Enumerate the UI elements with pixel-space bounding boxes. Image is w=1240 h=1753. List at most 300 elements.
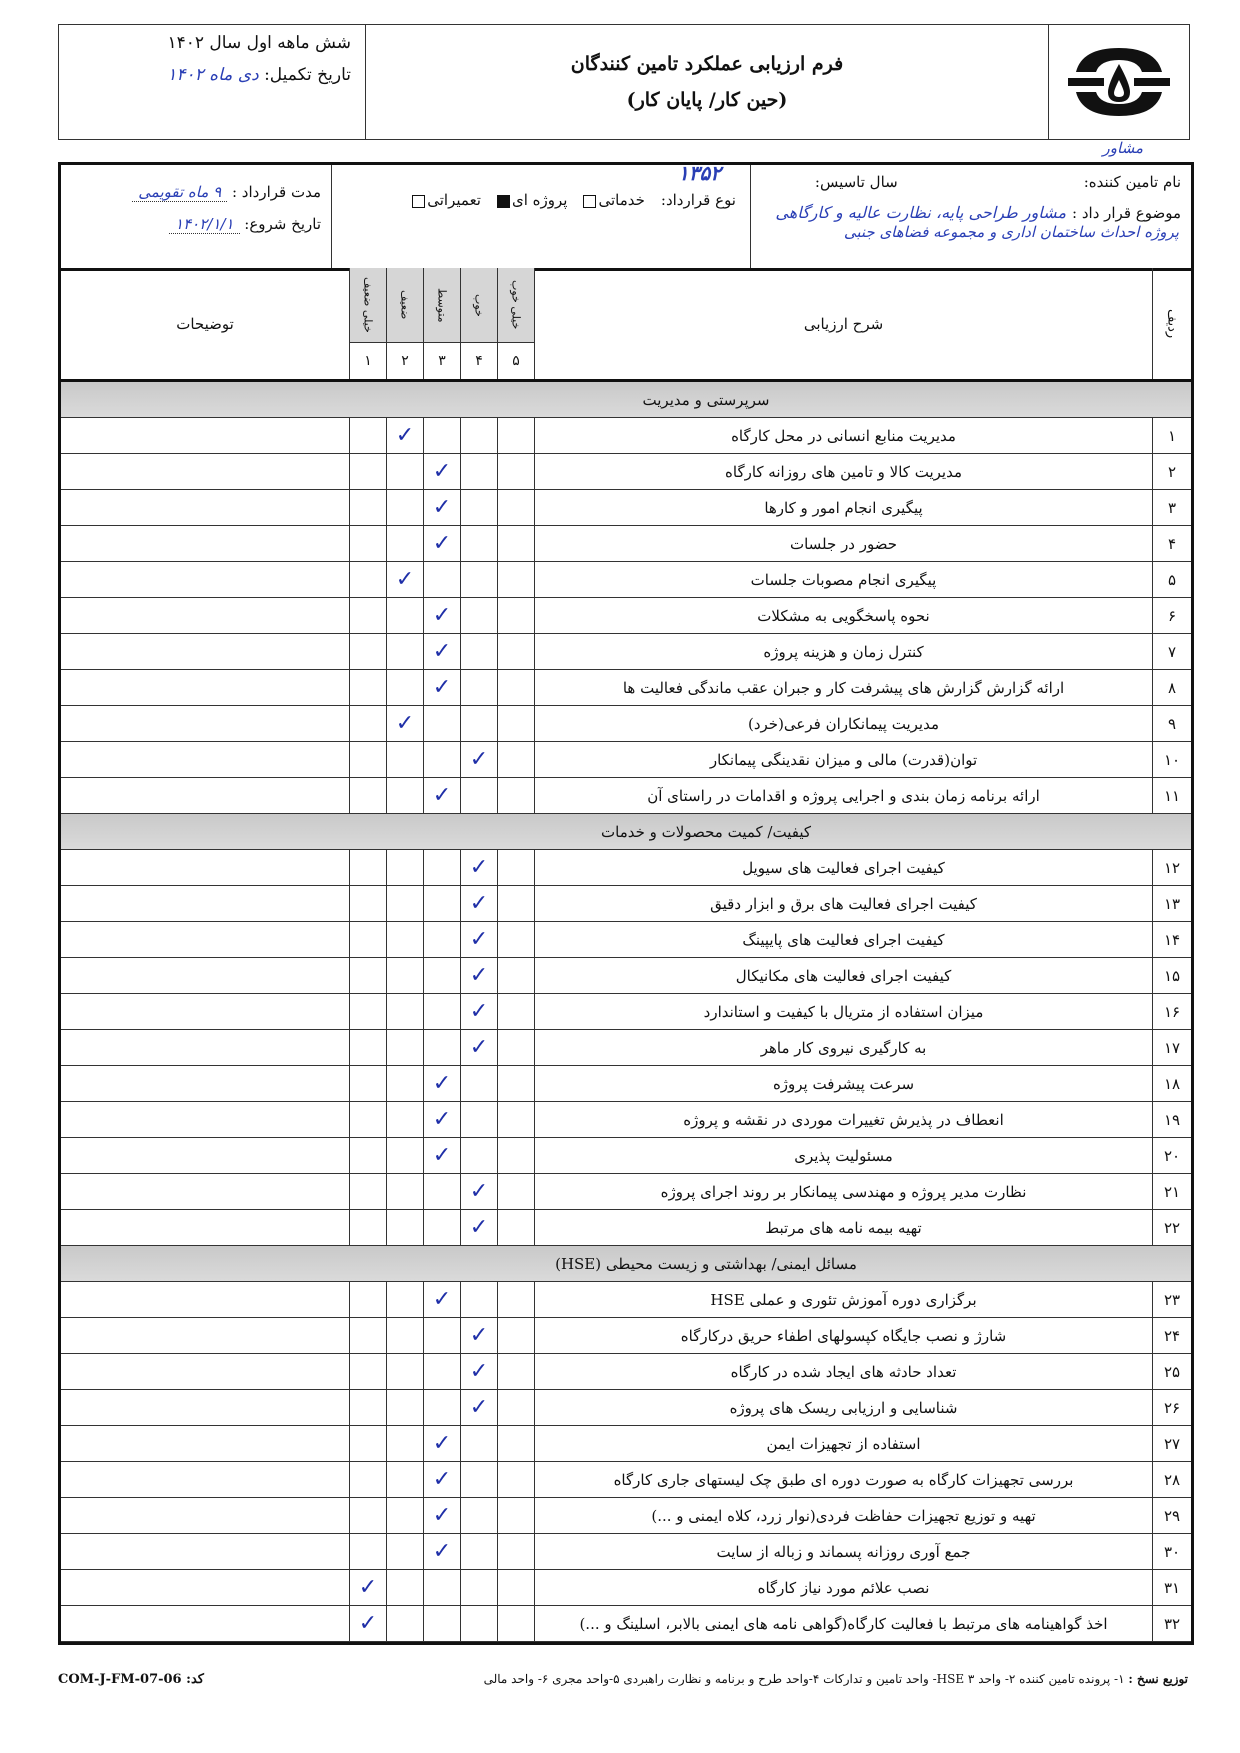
section-header (61, 1246, 1191, 1282)
score-cell-4[interactable] (460, 1030, 497, 1065)
score-label-5 (497, 268, 534, 342)
contract-type-project[interactable] (497, 191, 567, 209)
row-description: کیفیت اجرای فعالیت های سیویل (534, 850, 1152, 885)
row-number: ۱۷ (1152, 1030, 1191, 1065)
score-cell-5[interactable] (497, 1210, 534, 1245)
score-cell-1[interactable] (349, 670, 386, 705)
score-cell-4[interactable] (460, 1102, 497, 1137)
completion-date-value[interactable]: دی ماه ۱۴۰۲ (167, 65, 259, 85)
score-cell-4[interactable] (460, 1354, 497, 1389)
row-description: تعداد حادثه های ایجاد شده در کارگاه (534, 1354, 1152, 1389)
col-row-label: ردیف (1164, 308, 1180, 339)
score-cell-4[interactable] (460, 1390, 497, 1425)
row-description: نصب علائم مورد نیاز کارگاه (534, 1570, 1152, 1605)
score-cell-1[interactable] (349, 562, 386, 597)
score-cell-1[interactable] (349, 742, 386, 777)
row-notes[interactable] (61, 922, 349, 957)
row-number: ۴ (1152, 526, 1191, 561)
checkmark-icon: ✓ (469, 1322, 489, 1348)
score-cell-3[interactable] (423, 1534, 460, 1569)
score-cell-2[interactable] (386, 994, 423, 1029)
score-cell-4[interactable] (460, 598, 497, 633)
checkmark-icon: ✓ (432, 1502, 452, 1528)
row-notes[interactable] (61, 742, 349, 777)
score-cell-2[interactable] (386, 562, 423, 597)
score-cell-2[interactable] (386, 634, 423, 669)
score-cell-3[interactable] (423, 958, 460, 993)
table-row (61, 1174, 1191, 1210)
score-cell-4[interactable] (460, 706, 497, 741)
score-cell-4[interactable] (460, 526, 497, 561)
score-cell-5[interactable] (497, 850, 534, 885)
score-cell-2[interactable] (386, 598, 423, 633)
checkbox-checked-icon[interactable] (497, 195, 510, 208)
row-number: ۱۶ (1152, 994, 1191, 1029)
score-header (349, 268, 534, 379)
checkmark-icon: ✓ (469, 1214, 489, 1240)
score-cell-2[interactable] (386, 778, 423, 813)
score-cell-3[interactable] (423, 1030, 460, 1065)
score-cell-3[interactable] (423, 1174, 460, 1209)
score-cell-1[interactable] (349, 1030, 386, 1065)
score-cell-5[interactable] (497, 1390, 534, 1425)
score-cell-3[interactable] (423, 1606, 460, 1641)
score-cell-2[interactable] (386, 1498, 423, 1533)
score-cell-2[interactable] (386, 1282, 423, 1317)
row-notes[interactable] (61, 778, 349, 813)
score-number-1: ۱ (364, 353, 372, 369)
score-cell-2[interactable] (386, 850, 423, 885)
row-notes[interactable] (61, 1318, 349, 1353)
score-label-4 (460, 268, 497, 342)
checkmark-icon: ✓ (469, 1394, 489, 1420)
row-notes[interactable] (61, 1174, 349, 1209)
score-cell-5[interactable] (497, 1282, 534, 1317)
score-cell-5[interactable] (497, 742, 534, 777)
score-cell-3[interactable] (423, 562, 460, 597)
table-row (61, 1282, 1191, 1318)
score-cell-3[interactable] (423, 1390, 460, 1425)
row-notes[interactable] (61, 1210, 349, 1245)
oil-drop-logo-icon (1064, 42, 1174, 122)
score-cell-5[interactable] (497, 1318, 534, 1353)
score-cell-3[interactable] (423, 1138, 460, 1173)
row-description: برگزاری دوره آموزش تئوری و عملی HSE (534, 1282, 1152, 1317)
score-cell-5[interactable] (497, 1102, 534, 1137)
score-cell-5[interactable] (497, 598, 534, 633)
row-description: ارائه برنامه زمان بندی و اجرایی پروژه و اقدامات در راستای آن (534, 778, 1152, 813)
contract-subject-value[interactable]: مشاور طراحی پایه، نظارت عالیه و کارگاهی (775, 203, 1067, 222)
score-cell-3[interactable] (423, 1498, 460, 1533)
score-cell-2[interactable] (386, 742, 423, 777)
score-cell-2[interactable] (386, 526, 423, 561)
score-cell-4[interactable] (460, 1318, 497, 1353)
score-cell-3[interactable] (423, 1462, 460, 1497)
period-label: شش ماهه اول سال ۱۴۰۲ (167, 33, 351, 53)
score-cell-2[interactable] (386, 1426, 423, 1461)
score-cell-3[interactable] (423, 886, 460, 921)
score-cell-4[interactable] (460, 1282, 497, 1317)
completion-date (73, 65, 351, 85)
row-description: مدیریت کالا و تامین های روزانه کارگاه (534, 454, 1152, 489)
score-cell-4[interactable] (460, 922, 497, 957)
row-description: سرعت پیشرفت پروژه (534, 1066, 1152, 1101)
score-cell-5[interactable] (497, 778, 534, 813)
row-number: ۸ (1152, 670, 1191, 705)
checkbox-icon[interactable] (583, 195, 596, 208)
score-cell-5[interactable] (497, 1498, 534, 1533)
score-cell-1[interactable] (349, 922, 386, 957)
checkmark-icon: ✓ (432, 458, 452, 484)
score-cell-1[interactable] (349, 490, 386, 525)
supplier-name-label: نام تامین کننده: (1083, 173, 1181, 191)
contract-type-services[interactable] (583, 191, 644, 209)
score-cell-4[interactable] (460, 742, 497, 777)
distribution-label: توزیع نسخ : (1128, 1672, 1188, 1686)
row-notes[interactable] (61, 526, 349, 561)
table-row (61, 418, 1191, 454)
score-cell-1[interactable] (349, 1570, 386, 1605)
score-cell-5[interactable] (497, 1138, 534, 1173)
distribution-text: ۱- پرونده تامین کننده ۲- واحد HSE ۳- واحد تامین و تدارکات ۴-واحد طرح و برنامه و نظارت راهبردی ۵-واحد مجری ۶- واحد مالی (483, 1672, 1125, 1686)
score-cell-5[interactable] (497, 1426, 534, 1461)
row-description: جمع آوری روزانه پسماند و زباله از سایت (534, 1534, 1152, 1569)
score-cell-3[interactable] (423, 670, 460, 705)
checkmark-icon: ✓ (432, 674, 452, 700)
score-cell-4[interactable] (460, 886, 497, 921)
checkmark-icon: ✓ (469, 926, 489, 952)
evaluation-table (58, 268, 1194, 1645)
score-cell-4[interactable] (460, 1426, 497, 1461)
row-description: پیگیری انجام مصوبات جلسات (534, 562, 1152, 597)
score-cell-3[interactable] (423, 1210, 460, 1245)
score-cell-5[interactable] (497, 1606, 534, 1641)
row-notes[interactable] (61, 1030, 349, 1065)
row-number: ۱۱ (1152, 778, 1191, 813)
score-cell-2[interactable] (386, 1066, 423, 1101)
row-notes[interactable] (61, 634, 349, 669)
contract-type-label: نوع قرارداد: (660, 191, 736, 209)
score-cell-2[interactable] (386, 1210, 423, 1245)
row-number: ۲۱ (1152, 1174, 1191, 1209)
col-notes-header: توضیحات (176, 314, 234, 333)
row-notes[interactable] (61, 1462, 349, 1497)
score-cell-1[interactable] (349, 526, 386, 561)
checkmark-icon: ✓ (432, 494, 452, 520)
score-cell-5[interactable] (497, 562, 534, 597)
score-cell-2[interactable] (386, 1030, 423, 1065)
row-description: کنترل زمان و هزینه پروژه (534, 634, 1152, 669)
contract-type-repair[interactable] (412, 191, 481, 209)
score-cell-3[interactable] (423, 1318, 460, 1353)
score-cell-3[interactable] (423, 994, 460, 1029)
score-cell-5[interactable] (497, 634, 534, 669)
score-cell-2[interactable] (386, 922, 423, 957)
score-cell-4[interactable] (460, 670, 497, 705)
score-cell-5[interactable] (497, 1066, 534, 1101)
score-cell-5[interactable] (497, 454, 534, 489)
row-notes[interactable] (61, 850, 349, 885)
row-notes[interactable] (61, 562, 349, 597)
score-cell-2[interactable] (386, 490, 423, 525)
score-cell-1[interactable] (349, 1138, 386, 1173)
score-cell-4[interactable] (460, 1498, 497, 1533)
score-label-3 (423, 268, 460, 342)
table-row (61, 1102, 1191, 1138)
table-row (61, 1462, 1191, 1498)
score-cell-4[interactable] (460, 1534, 497, 1569)
score-cell-5[interactable] (497, 1354, 534, 1389)
score-cell-3[interactable] (423, 778, 460, 813)
score-cell-1[interactable] (349, 886, 386, 921)
score-cell-1[interactable] (349, 1066, 386, 1101)
checkmark-icon: ✓ (432, 1286, 452, 1312)
row-notes[interactable] (61, 1138, 349, 1173)
row-number: ۲۵ (1152, 1354, 1191, 1389)
score-cell-1[interactable] (349, 1390, 386, 1425)
score-cell-4[interactable] (460, 778, 497, 813)
start-date (71, 215, 321, 233)
score-cell-4[interactable] (460, 1066, 497, 1101)
table-row (61, 1426, 1191, 1462)
score-cell-4[interactable] (460, 994, 497, 1029)
footer (58, 1672, 1188, 1687)
score-cell-3[interactable] (423, 1426, 460, 1461)
row-number: ۲۹ (1152, 1498, 1191, 1533)
score-cell-4[interactable] (460, 958, 497, 993)
score-cell-2[interactable] (386, 1534, 423, 1569)
score-cell-3[interactable] (423, 1102, 460, 1137)
row-number: ۳۱ (1152, 1570, 1191, 1605)
row-notes[interactable] (61, 454, 349, 489)
table-row (61, 526, 1191, 562)
row-notes[interactable] (61, 1354, 349, 1389)
score-label-text: خیلی خوب (509, 280, 523, 330)
score-cell-4[interactable] (460, 490, 497, 525)
table-row (61, 1534, 1191, 1570)
score-cell-2[interactable] (386, 454, 423, 489)
row-number: ۲ (1152, 454, 1191, 489)
row-notes[interactable] (61, 1498, 349, 1533)
score-cell-4[interactable] (460, 562, 497, 597)
score-label-text: خوب (472, 293, 486, 317)
score-cell-3[interactable] (423, 1354, 460, 1389)
score-cell-5[interactable] (497, 706, 534, 741)
score-cell-4[interactable] (460, 1606, 497, 1641)
table-row (61, 1210, 1191, 1246)
score-cell-2[interactable] (386, 670, 423, 705)
score-cell-3[interactable] (423, 922, 460, 957)
score-cell-2[interactable] (386, 1390, 423, 1425)
checkmark-icon: ✓ (395, 710, 415, 736)
row-notes[interactable] (61, 958, 349, 993)
score-cell-2[interactable] (386, 1606, 423, 1641)
score-cell-5[interactable] (497, 886, 534, 921)
score-cell-3[interactable] (423, 490, 460, 525)
score-cell-5[interactable] (497, 418, 534, 453)
score-cell-4[interactable] (460, 1210, 497, 1245)
contract-duration-value[interactable]: ۹ ماه تقویمی (132, 183, 227, 202)
score-cell-5[interactable] (497, 1534, 534, 1569)
score-cell-1[interactable] (349, 1102, 386, 1137)
score-cell-1[interactable] (349, 958, 386, 993)
score-cell-4[interactable] (460, 418, 497, 453)
row-number: ۱۴ (1152, 922, 1191, 957)
score-cell-1[interactable] (349, 706, 386, 741)
row-notes[interactable] (61, 1426, 349, 1461)
score-cell-3[interactable] (423, 598, 460, 633)
score-cell-4[interactable] (460, 634, 497, 669)
row-notes[interactable] (61, 490, 349, 525)
company-logo (1048, 25, 1189, 139)
checkmark-icon: ✓ (469, 998, 489, 1024)
score-cell-2[interactable] (386, 1138, 423, 1173)
score-cell-1[interactable] (349, 1210, 386, 1245)
score-cell-3[interactable] (423, 454, 460, 489)
distribution (484, 1672, 1188, 1687)
score-cell-1[interactable] (349, 1282, 386, 1317)
row-notes[interactable] (61, 1570, 349, 1605)
score-cell-1[interactable] (349, 850, 386, 885)
row-notes[interactable] (61, 994, 349, 1029)
score-cell-3[interactable] (423, 1570, 460, 1605)
score-cell-5[interactable] (497, 958, 534, 993)
score-cell-5[interactable] (497, 490, 534, 525)
score-cell-5[interactable] (497, 1462, 534, 1497)
score-cell-1[interactable] (349, 1462, 386, 1497)
score-cell-1[interactable] (349, 1498, 386, 1533)
score-cell-1[interactable] (349, 1606, 386, 1641)
score-cell-1[interactable] (349, 1174, 386, 1209)
checkmark-icon: ✓ (432, 638, 452, 664)
table-row (61, 1498, 1191, 1534)
row-notes[interactable] (61, 706, 349, 741)
score-cell-1[interactable] (349, 454, 386, 489)
row-notes[interactable] (61, 1282, 349, 1317)
table-row (61, 1318, 1191, 1354)
score-cell-1[interactable] (349, 634, 386, 669)
row-description: میزان استفاده از متریال با کیفیت و استاندارد (534, 994, 1152, 1029)
score-cell-2[interactable] (386, 1354, 423, 1389)
score-cell-5[interactable] (497, 922, 534, 957)
score-cell-3[interactable] (423, 634, 460, 669)
checkbox-icon[interactable] (412, 195, 425, 208)
score-cell-5[interactable] (497, 670, 534, 705)
row-number: ۲۶ (1152, 1390, 1191, 1425)
score-cell-2[interactable] (386, 706, 423, 741)
row-notes[interactable] (61, 886, 349, 921)
contract-subject-value-2[interactable]: پروژه احداث ساختمان اداری و مجموعه فضاهای جنبی (843, 223, 1179, 241)
row-notes[interactable] (61, 1606, 349, 1641)
score-cell-2[interactable] (386, 1318, 423, 1353)
row-notes[interactable] (61, 1534, 349, 1569)
form-title: فرم ارزیابی عملکرد تامین کنندگان (570, 53, 844, 75)
score-cell-1[interactable] (349, 598, 386, 633)
score-cell-5[interactable] (497, 1174, 534, 1209)
row-number: ۱۰ (1152, 742, 1191, 777)
row-number: ۳۰ (1152, 1534, 1191, 1569)
score-cell-3[interactable] (423, 418, 460, 453)
score-cell-2[interactable] (386, 1102, 423, 1137)
contract-type-services-label: خدماتی (598, 191, 645, 209)
row-notes[interactable] (61, 598, 349, 633)
contract-type-project-label: پروژه ای (511, 191, 568, 209)
row-notes[interactable] (61, 1390, 349, 1425)
score-cell-3[interactable] (423, 706, 460, 741)
score-cell-4[interactable] (460, 1174, 497, 1209)
score-cell-2[interactable] (386, 886, 423, 921)
score-cell-2[interactable] (386, 418, 423, 453)
row-notes[interactable] (61, 1102, 349, 1137)
score-cell-3[interactable] (423, 850, 460, 885)
score-cell-3[interactable] (423, 742, 460, 777)
row-description: نحوه پاسخگویی به مشکلات (534, 598, 1152, 633)
score-cell-5[interactable] (497, 1030, 534, 1065)
row-description: به کارگیری نیروی کار ماهر (534, 1030, 1152, 1065)
score-cell-3[interactable] (423, 1282, 460, 1317)
section-title: سرپرستی و مدیریت (642, 390, 770, 409)
checkmark-icon: ✓ (469, 1178, 489, 1204)
form-code (58, 1672, 204, 1687)
row-number: ۶ (1152, 598, 1191, 633)
score-cell-1[interactable] (349, 1426, 386, 1461)
checkmark-icon: ✓ (469, 854, 489, 880)
checkmark-icon: ✓ (432, 1466, 452, 1492)
founded-year-value[interactable]: ۱۳۵۲ (678, 161, 721, 185)
score-cell-3[interactable] (423, 1066, 460, 1101)
score-cell-1[interactable] (349, 778, 386, 813)
checkmark-icon: ✓ (469, 1358, 489, 1384)
form-code-label: کد: (186, 1672, 204, 1687)
score-cell-4[interactable] (460, 1138, 497, 1173)
section-header (61, 382, 1191, 418)
checkmark-icon: ✓ (432, 1106, 452, 1132)
score-cell-4[interactable] (460, 850, 497, 885)
table-row (61, 490, 1191, 526)
score-number-2: ۲ (386, 343, 423, 379)
score-cell-1[interactable] (349, 418, 386, 453)
score-cell-1[interactable] (349, 994, 386, 1029)
score-cell-1[interactable] (349, 1534, 386, 1569)
score-cell-4[interactable] (460, 454, 497, 489)
row-number: ۲۳ (1152, 1282, 1191, 1317)
score-cell-4[interactable] (460, 1462, 497, 1497)
score-cell-5[interactable] (497, 1570, 534, 1605)
row-notes[interactable] (61, 670, 349, 705)
score-cell-4[interactable] (460, 1570, 497, 1605)
row-number: ۲۷ (1152, 1426, 1191, 1461)
score-cell-1[interactable] (349, 1318, 386, 1353)
checkmark-icon: ✓ (432, 1142, 452, 1168)
score-cell-5[interactable] (497, 526, 534, 561)
row-notes[interactable] (61, 1066, 349, 1101)
col-row-header (1152, 268, 1191, 379)
checkmark-icon: ✓ (469, 1034, 489, 1060)
score-cell-2[interactable] (386, 1174, 423, 1209)
supplier-name-value[interactable]: مشاور (1102, 139, 1143, 157)
score-cell-3[interactable] (423, 526, 460, 561)
row-number: ۱۲ (1152, 850, 1191, 885)
score-cell-5[interactable] (497, 994, 534, 1029)
score-cell-2[interactable] (386, 1570, 423, 1605)
row-notes[interactable] (61, 418, 349, 453)
start-date-value[interactable]: ۱۴۰۲/۱/۱ (169, 215, 239, 234)
score-cell-2[interactable] (386, 1462, 423, 1497)
table-header (61, 268, 1191, 382)
score-cell-1[interactable] (349, 1354, 386, 1389)
row-number: ۲۰ (1152, 1138, 1191, 1173)
score-cell-2[interactable] (386, 958, 423, 993)
